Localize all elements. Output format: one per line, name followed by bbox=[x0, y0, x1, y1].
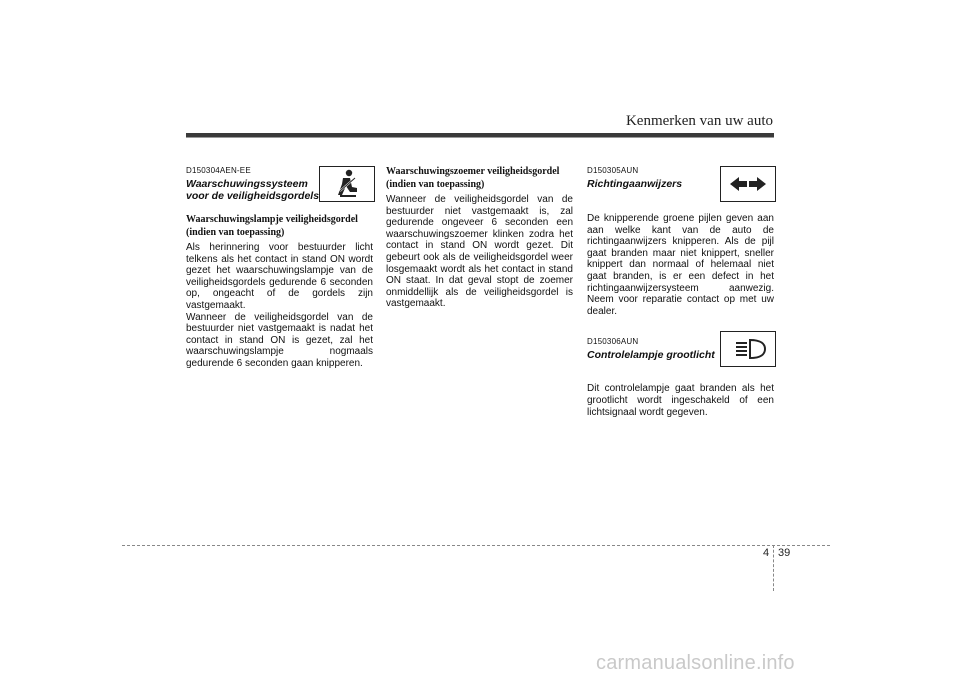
header-title: Kenmerken van uw auto bbox=[625, 113, 773, 129]
page-number: 39 bbox=[778, 547, 791, 559]
turn-signal-arrows-icon bbox=[720, 166, 776, 202]
section-title-line2: voor de veiligheidsgordels bbox=[186, 190, 320, 202]
column-turn-signals-high-beam bbox=[587, 166, 774, 418]
subsection-title-line1: Waarschuwingslampje veiligheidsgordel bbox=[186, 214, 358, 225]
footer-divider bbox=[122, 545, 830, 546]
paragraph: Als herinnering voor bestuurder licht telkens als het contact in stand ON wordt gezet het waarschuwingslampje van de veiligheidsgordels gedurende 6 seconden op, ongeacht of de gordels zijn vastgemaakt. bbox=[186, 242, 373, 311]
paragraph: Dit controlelampje gaat branden als het grootlicht wordt ingeschakeld of een lichtsignaal wordt gegeven. bbox=[587, 383, 774, 418]
section-code: D150305AUN bbox=[587, 166, 639, 175]
header-rule-light bbox=[186, 137, 774, 138]
high-beam-icon bbox=[720, 331, 776, 367]
seatbelt-warning-icon bbox=[319, 166, 375, 202]
watermark: carmanualsonline.info bbox=[596, 652, 795, 674]
subsection-title-line1: Waarschuwingszoemer veiligheidsgordel bbox=[386, 166, 560, 177]
section-code: D150306AUN bbox=[587, 337, 639, 347]
chapter-number: 4 bbox=[763, 547, 770, 559]
column-seatbelt-buzzer bbox=[386, 166, 573, 310]
section-title: Richtingaanwijzers bbox=[587, 178, 683, 190]
section-title: Controlelampje grootlicht bbox=[587, 349, 715, 362]
page-number-divider bbox=[773, 545, 774, 591]
section-code: D150304AEN-EE bbox=[186, 166, 251, 175]
paragraph: Wanneer de veiligheidsgordel van de bestuurder niet vastgemaakt is nadat het contact in stand ON is gezet, zal het waarschuwingslampje nogmaals gedurende 6 seconden gaan knipperen. bbox=[186, 311, 373, 369]
section-title-line1: Waarschuwingssysteem bbox=[186, 178, 308, 190]
paragraph: Wanneer de veiligheidsgordel van de bestuurder niet vastgemaakt is, zal gedurende ongeveer 6 seconden een waarschuwingszoemer klinken zodra het contact in stand ON wordt gezet. Dit gebeurt ook als de veiligheidsgordel weer losgemaakt wordt als het contact in stand ON staat. In dat geval stopt de zoemer onmiddellijk als de veiligheidsgordel is vastgemaakt. bbox=[386, 194, 573, 310]
subsection-title-line2: (indien van toepassing) bbox=[386, 179, 485, 190]
subsection-title-line2: (indien van toepassing) bbox=[186, 227, 285, 238]
paragraph: De knipperende groene pijlen geven aan aan welke kant van de auto de richtingaanwijzers knipperen. Als de pijl gaat branden maar niet knippert, sneller knippert dan normaal of helemaal niet gaat branden, is er een defect in het richtingaanwijzersysteem aanwezig. Neem voor reparatie contact op met uw dealer. bbox=[587, 213, 774, 317]
